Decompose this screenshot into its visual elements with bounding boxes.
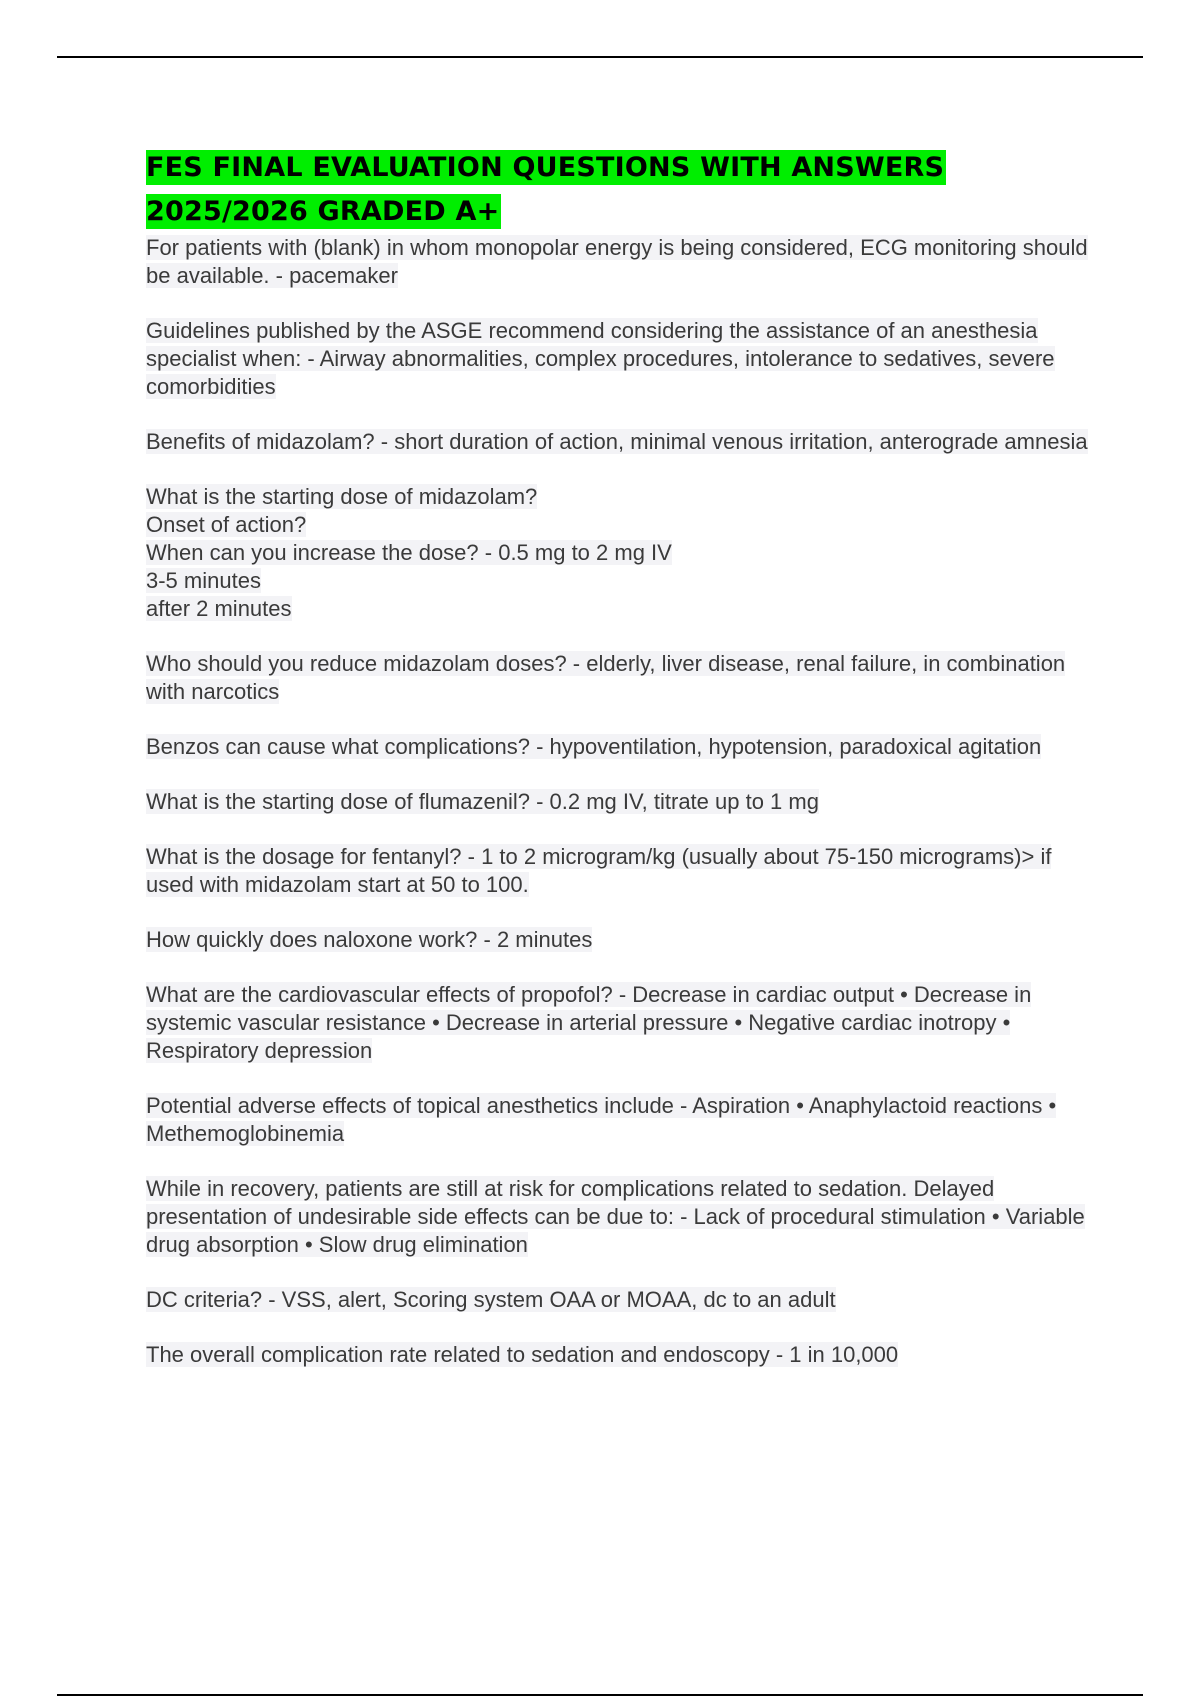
qa-item-text: While in recovery, patients are still at risk for complications related to sedation. Delayed presentation of undesirable side effects can be due to: - Lack of procedural stimulation • Variable drug absorption • Slow drug elimination bbox=[146, 1176, 1085, 1257]
top-rule bbox=[57, 56, 1143, 58]
qa-item-text: For patients with (blank) in whom monopolar energy is being considered, ECG monitoring should be available. - pacemaker bbox=[146, 235, 1088, 288]
document-title bbox=[146, 146, 1096, 234]
qa-item bbox=[146, 926, 1096, 954]
qa-item-text: Benefits of midazolam? - short duration of action, minimal venous irritation, anterograde amnesia bbox=[146, 429, 1088, 454]
qa-item bbox=[146, 234, 1096, 290]
qa-item bbox=[146, 788, 1096, 816]
qa-item-text: What is the starting dose of midazolam? Onset of action? When can you increase the dose? - 0.5 mg to 2 mg IV 3-5 minutes after 2 minutes bbox=[146, 484, 672, 621]
qa-item-text: DC criteria? - VSS, alert, Scoring system OAA or MOAA, dc to an adult bbox=[146, 1287, 836, 1312]
qa-item bbox=[146, 317, 1096, 401]
qa-item bbox=[146, 428, 1096, 456]
document-title-text: FES FINAL EVALUATION QUESTIONS WITH ANSWERS 2025/2026 GRADED A+ bbox=[146, 152, 945, 227]
qa-item bbox=[146, 1175, 1096, 1259]
qa-item bbox=[146, 981, 1096, 1065]
bottom-rule bbox=[57, 1694, 1143, 1696]
qa-item bbox=[146, 650, 1096, 706]
qa-item bbox=[146, 733, 1096, 761]
qa-item-text: The overall complication rate related to sedation and endoscopy - 1 in 10,000 bbox=[146, 1342, 899, 1367]
qa-item-text: What are the cardiovascular effects of propofol? - Decrease in cardiac output • Decrease in systemic vascular resistance • Decrease in arterial pressure • Negative cardiac inotropy • Respiratory depression bbox=[146, 982, 1032, 1063]
qa-list bbox=[146, 234, 1096, 1369]
qa-item-text: How quickly does naloxone work? - 2 minutes bbox=[146, 927, 593, 952]
qa-item-text: Who should you reduce midazolam doses? - elderly, liver disease, renal failure, in combination with narcotics bbox=[146, 651, 1066, 704]
qa-item bbox=[146, 1092, 1096, 1148]
qa-item bbox=[146, 483, 1096, 623]
qa-item bbox=[146, 1341, 1096, 1369]
qa-item-text: Potential adverse effects of topical anesthetics include - Aspiration • Anaphylactoid reactions • Methemoglobinemia bbox=[146, 1093, 1057, 1146]
qa-item-text: Benzos can cause what complications? - hypoventilation, hypotension, paradoxical agitation bbox=[146, 734, 1042, 759]
qa-item-text: What is the dosage for fentanyl? - 1 to 2 microgram/kg (usually about 75-150 micrograms)> if used with midazolam start at 50 to 100. bbox=[146, 844, 1052, 897]
qa-item bbox=[146, 1286, 1096, 1314]
qa-item-text: What is the starting dose of flumazenil? - 0.2 mg IV, titrate up to 1 mg bbox=[146, 789, 819, 814]
qa-item-text: Guidelines published by the ASGE recommend considering the assistance of an anesthesia specialist when: - Airway abnormalities, complex procedures, intolerance to sedatives, severe comorbidities bbox=[146, 318, 1055, 399]
qa-item bbox=[146, 843, 1096, 899]
document-body bbox=[146, 146, 1096, 1396]
